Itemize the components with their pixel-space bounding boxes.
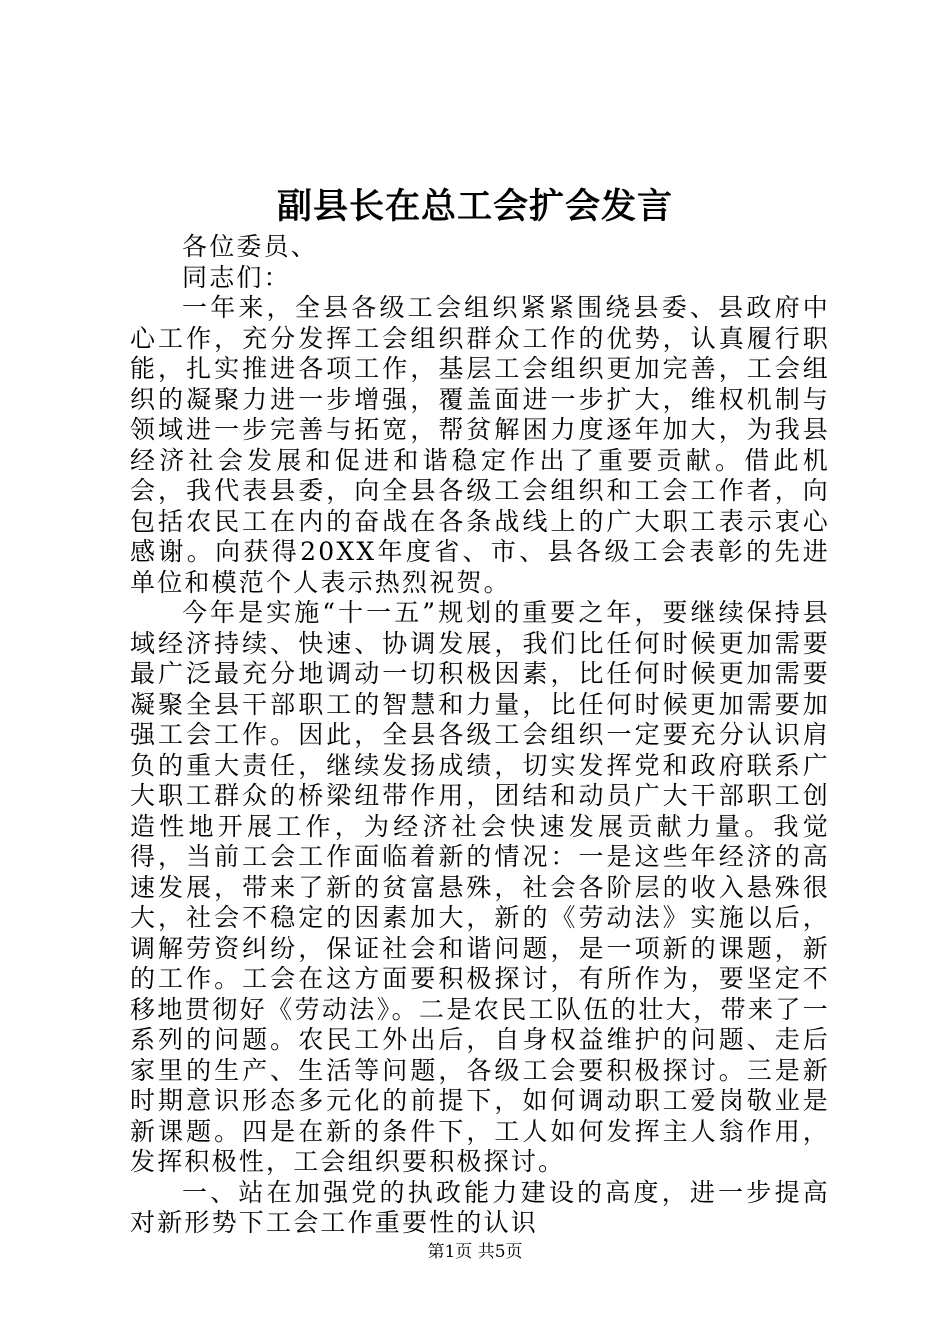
- body-paragraph: 一年来，全县各级工会组织紧紧围绕县委、县政府中心工作，充分发挥工会组织群众工作的优势，认真履行职能，扎实推进各项工作，基层工会组织更加完善，工会组织的凝聚力进一步增强，覆盖面进一步扩大，维权机制与领域进一步完善与拓宽，帮贫解困力度逐年加大，为我县经济社会发展和促进和谐稳定作出了重要贡献。借此机会，我代表县委，向全县各级工会组织和工会工作者，向包括农民工在内的奋战在各条战线上的广大职工表示衷心感谢。向获得20XX年度省、市、县各级工会表彰的先进单位和模范个人表示热烈祝贺。: [130, 293, 830, 597]
- document-body: [130, 232, 830, 1239]
- salutation-line-1: 各位委员、: [182, 232, 319, 261]
- section-heading: 一、站在加强党的执政能力建设的高度，进一步提高对新形势下工会工作重要性的认识: [130, 1177, 830, 1237]
- page-number-footer: 第1页 共5页: [427, 1242, 523, 1262]
- body-paragraph: 今年是实施“十一五”规划的重要之年，要继续保持县域经济持续、快速、协调发展，我们比任何时候更加需要最广泛最充分地调动一切积极因素，比任何时候更加需要凝聚全县干部职工的智慧和力量，比任何时候更加需要加强工会工作。因此，全县各级工会组织一定要充分认识肩负的重大责任，继续发扬成绩，切实发挥党和政府联系广大职工群众的桥梁纽带作用，团结和动员广大干部职工创造性地开展工作，为经济社会快速发展贡献力量。我觉得，当前工会工作面临着新的情况：一是这些年经济的高速发展，带来了新的贫富悬殊，社会各阶层的收入悬殊很大，社会不稳定的因素加大，新的《劳动法》实施以后，调解劳资纠纷，保证社会和谐问题，是一项新的课题，新的工作。工会在这方面要积极探讨，有所作为，要坚定不移地贯彻好《劳动法》。二是农民工队伍的壮大，带来了一系列的问题。农民工外出后，自身权益维护的问题、走后家里的生产、生活等问题，各级工会要积极探讨。三是新时期意识形态多元化的前提下，如何调动职工爱岗敬业是新课题。四是在新的条件下，工人如何发挥主人翁作用，发挥积极性，工会组织要积极探讨。: [130, 598, 830, 1176]
- document-title: 副县长在总工会扩会发言: [276, 186, 673, 227]
- salutation-line-2: 同志们：: [182, 262, 291, 292]
